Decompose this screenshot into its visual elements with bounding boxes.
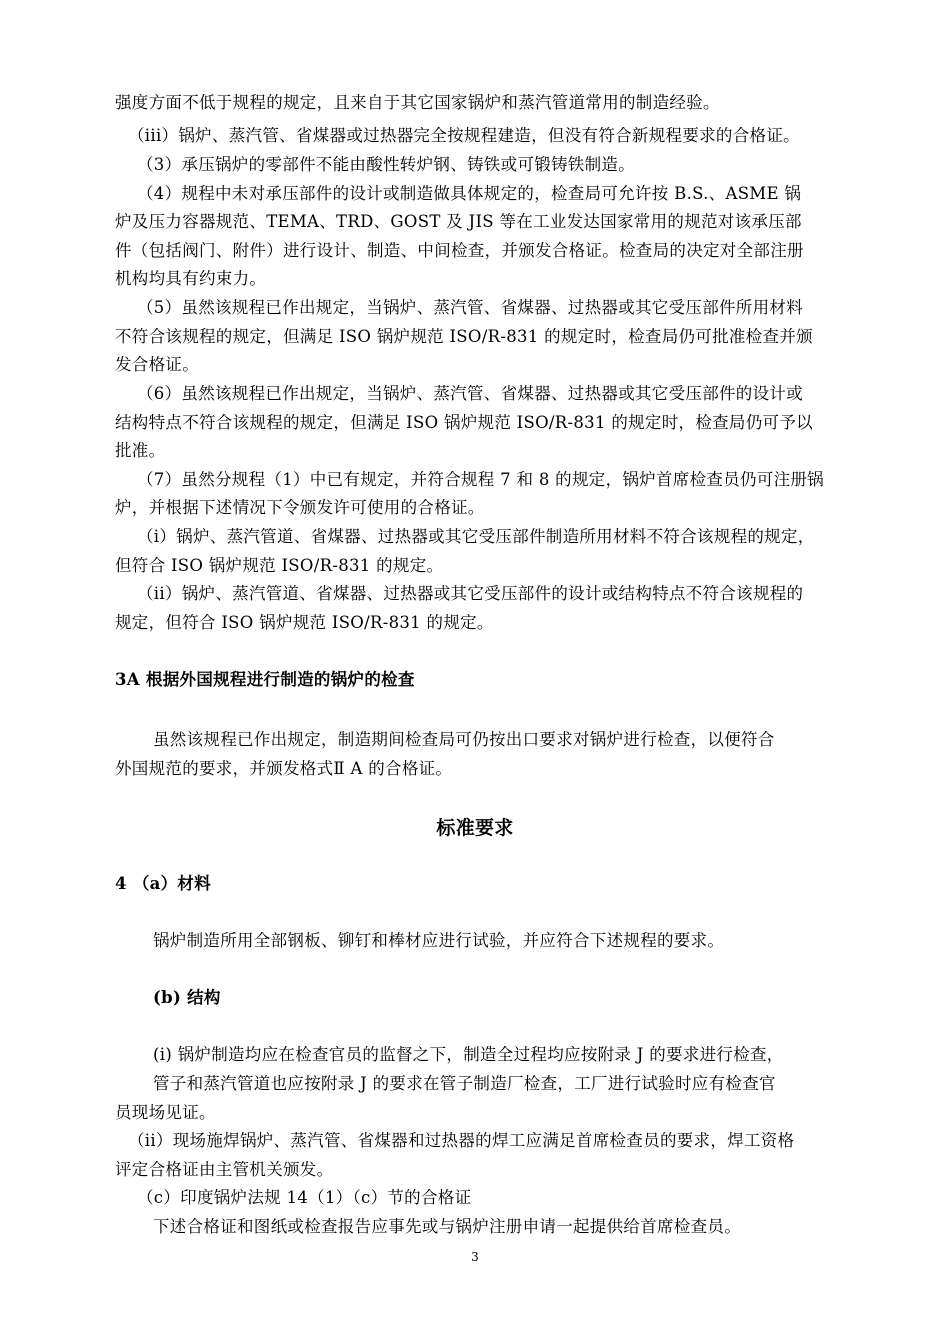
text-line: 不符合该规程的规定，但满足 ISO 锅炉规范 ISO/R-831 的规定时，检查局仍可批准检查并颁 bbox=[115, 327, 813, 346]
text-line: 规定，但符合 ISO 锅炉规范 ISO/R-831 的规定。 bbox=[115, 613, 494, 632]
text-line: 虽然该规程已作出规定，制造期间检查局可仍按出口要求对锅炉进行检查，以便符合 bbox=[153, 730, 775, 749]
text-line: 结构特点不符合该规程的规定，但满足 ISO 锅炉规范 ISO/R-831 的规定时，检查局仍可予以 bbox=[115, 413, 813, 432]
text-line: （5）虽然该规程已作出规定，当锅炉、蒸汽管、省煤器、过热器或其它受压部件所用材料 bbox=[137, 298, 803, 317]
page-number: 3 bbox=[471, 1250, 479, 1264]
text-line: 员现场见证。 bbox=[115, 1103, 216, 1122]
text-line: 外国规范的要求，并颁发格式Ⅱ A 的合格证。 bbox=[115, 759, 453, 778]
text-line: 评定合格证由主管机关颁发。 bbox=[115, 1160, 334, 1179]
text-line: 管子和蒸汽管道也应按附录 J 的要求在管子制造厂检查，工厂进行试验时应有检查官 bbox=[153, 1074, 776, 1093]
text-line: 强度方面不低于规程的规定，且来自于其它国家锅炉和蒸汽管道常用的制造经验。 bbox=[115, 93, 720, 112]
text-line: （3）承压锅炉的零部件不能由酸性转炉钢、铸铁或可锻铸铁制造。 bbox=[137, 155, 635, 174]
text-line: 件（包括阀门、附件）进行设计、制造、中间检查，并颁发合格证。检查局的决定对全部注册 bbox=[115, 241, 804, 260]
text-line: （7）虽然分规程（1）中已有规定，并符合规程 7 和 8 的规定，锅炉首席检查员仍可注册锅 bbox=[137, 470, 824, 489]
text-line: 下述合格证和图纸或检查报告应事先或与锅炉注册申请一起提供给首席检查员。 bbox=[153, 1217, 741, 1236]
text-line: 但符合 ISO 锅炉规范 ISO/R-831 的规定。 bbox=[115, 556, 444, 575]
text-line: （i）锅炉、蒸汽管道、省煤器、过热器或其它受压部件制造所用材料不符合该规程的规定， bbox=[137, 527, 815, 546]
text-line: （iii）锅炉、蒸汽管、省煤器或过热器完全按规程建造，但没有符合新规程要求的合格证。 bbox=[128, 126, 800, 145]
text-line: 锅炉制造所用全部钢板、铆钉和棒材应进行试验，并应符合下述规程的要求。 bbox=[153, 931, 725, 950]
text-line: 炉及压力容器规范、TEMA、TRD、GOST 及 JIS 等在工业发达国家常用的规范对该承压部 bbox=[115, 212, 802, 231]
text-line: 发合格证。 bbox=[115, 355, 199, 374]
subsection-heading-structure: (b) 结构 bbox=[153, 988, 221, 1007]
text-line: 批准。 bbox=[115, 441, 166, 460]
text-line: （ii）现场施焊锅炉、蒸汽管、省煤器和过热器的焊工应满足首席检查员的要求，焊工资格 bbox=[128, 1131, 795, 1150]
text-line: （6）虽然该规程已作出规定，当锅炉、蒸汽管、省煤器、过热器或其它受压部件的设计或 bbox=[137, 384, 803, 403]
subsection-heading-materials: 4 （a）材料 bbox=[115, 874, 212, 893]
section-title: 标准要求 bbox=[436, 817, 514, 839]
text-line: 机构均具有约束力。 bbox=[115, 269, 267, 288]
section-heading-3a: 3A 根据外国规程进行制造的锅炉的检查 bbox=[115, 670, 415, 689]
text-line: (i) 锅炉制造均应在检查官员的监督之下，制造全过程均应按附录 J 的要求进行检查， bbox=[153, 1045, 784, 1064]
text-line: 炉，并根据下述情况下令颁发许可使用的合格证。 bbox=[115, 498, 485, 517]
text-line: （4）规程中未对承压部件的设计或制造做具体规定的，检查局可允许按 B.S.、ASME 锅 bbox=[137, 184, 802, 203]
text-line: （ii）锅炉、蒸汽管道、省煤器、过热器或其它受压部件的设计或结构特点不符合该规程的 bbox=[137, 584, 804, 603]
text-line: （c）印度锅炉法规 14（1）（c）节的合格证 bbox=[137, 1188, 472, 1207]
